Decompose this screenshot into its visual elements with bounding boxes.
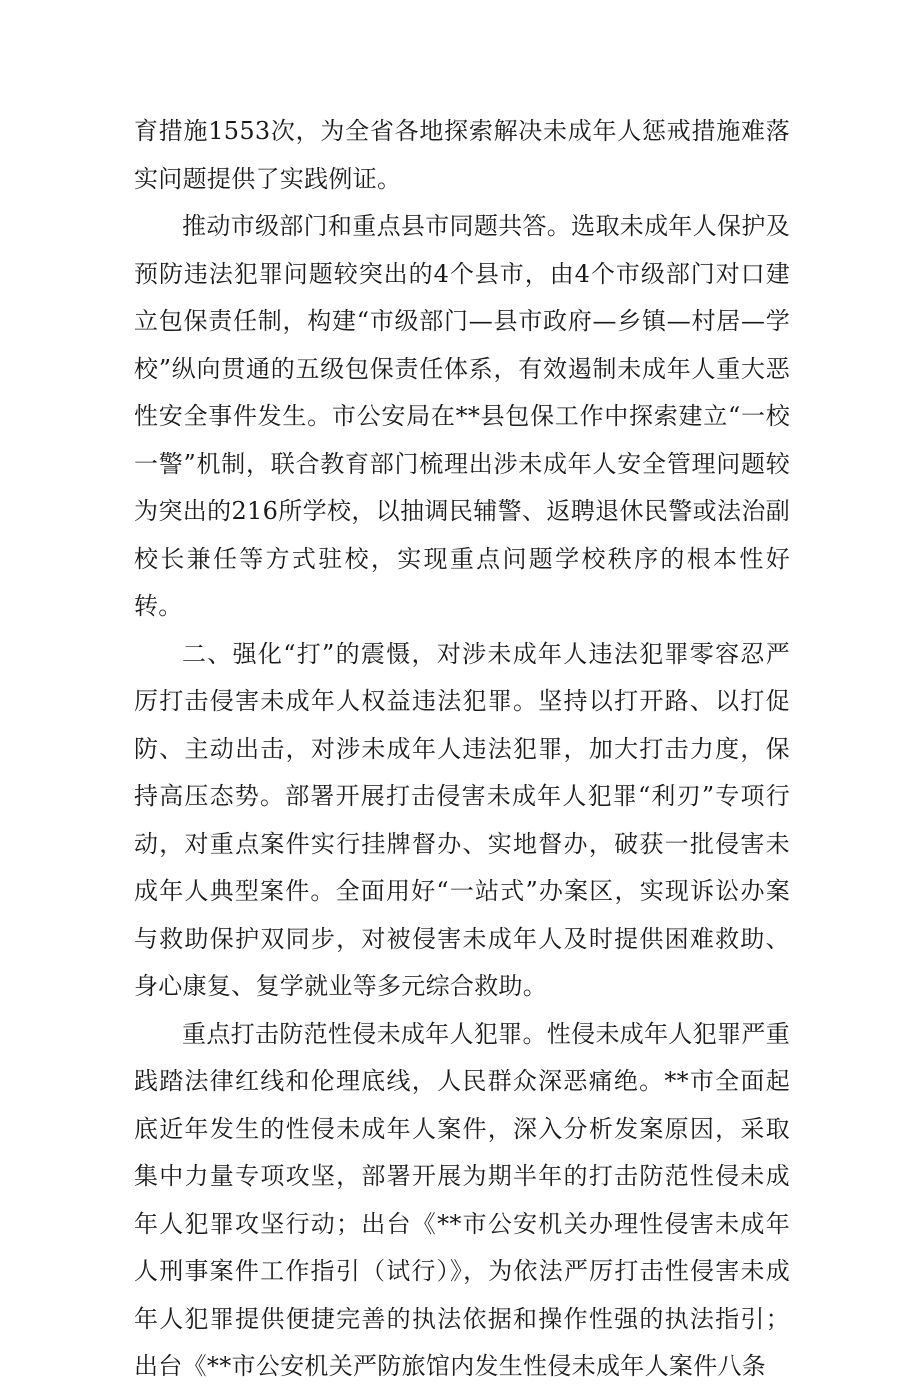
paragraph-sexual-offense-crackdown: 重点打击防范性侵未成年人犯罪。性侵未成年人犯罪严重践踏法律红线和伦理底线，人民群众深恶痛绝。**市全面起底近年发生的性侵未成年人案件，深入分析发案原因，采取集中力量专项攻坚，部署开展为期半年的打击防范性侵未成年人犯罪攻坚行动；出台《**市公安机关办理性侵害未成年人刑事案件工作指引（试行）》，为依法严厉打击性侵害未成年人犯罪提供便捷完善的执法依据和操作性强的执法指引；出台《**市公安机关严防旅馆内发生性侵未成年人案件八条 — [134, 1019, 790, 1380]
document-body — [134, 108, 790, 1391]
paragraph-continuation: 育措施1553次，为全省各地探索解决未成年人惩戒措施难落实问题提供了实践例证。 — [134, 117, 790, 193]
paragraph-section-two: 二、强化“打”的震慑，对涉未成年人违法犯罪零容忍严厉打击侵害未成年人权益违法犯罪。坚持以打开路、以打促防、主动出击，对涉未成年人违法犯罪，加大打击力度，保持高压态势。部署开展打击侵害未成年人犯罪“利刃”专项行动，对重点案件实行挂牌督办、实地督办，破获一批侵害未成年人典型案件。全面用好“一站式”办案区，实现诉讼办案与救助保护双同步，对被侵害未成年人及时提供困难救助、身心康复、复学就业等多元综合救助。 — [134, 639, 790, 1000]
paragraph-county-responsibility: 推动市级部门和重点县市同题共答。选取未成年人保护及预防违法犯罪问题较突出的4个县市，由4个市级部门对口建立包保责任制，构建“市级部门—县市政府—乡镇—村居—学校”纵向贯通的五级包保责任体系，有效遏制未成年人重大恶性安全事件发生。市公安局在**县包保工作中探索建立“一校一警”机制，联合教育部门梳理出涉未成年人安全管理问题较为突出的216所学校，以抽调民辅警、返聘退休民警或法治副校长兼任等方式驻校，实现重点问题学校秩序的根本性好转。 — [134, 212, 790, 620]
